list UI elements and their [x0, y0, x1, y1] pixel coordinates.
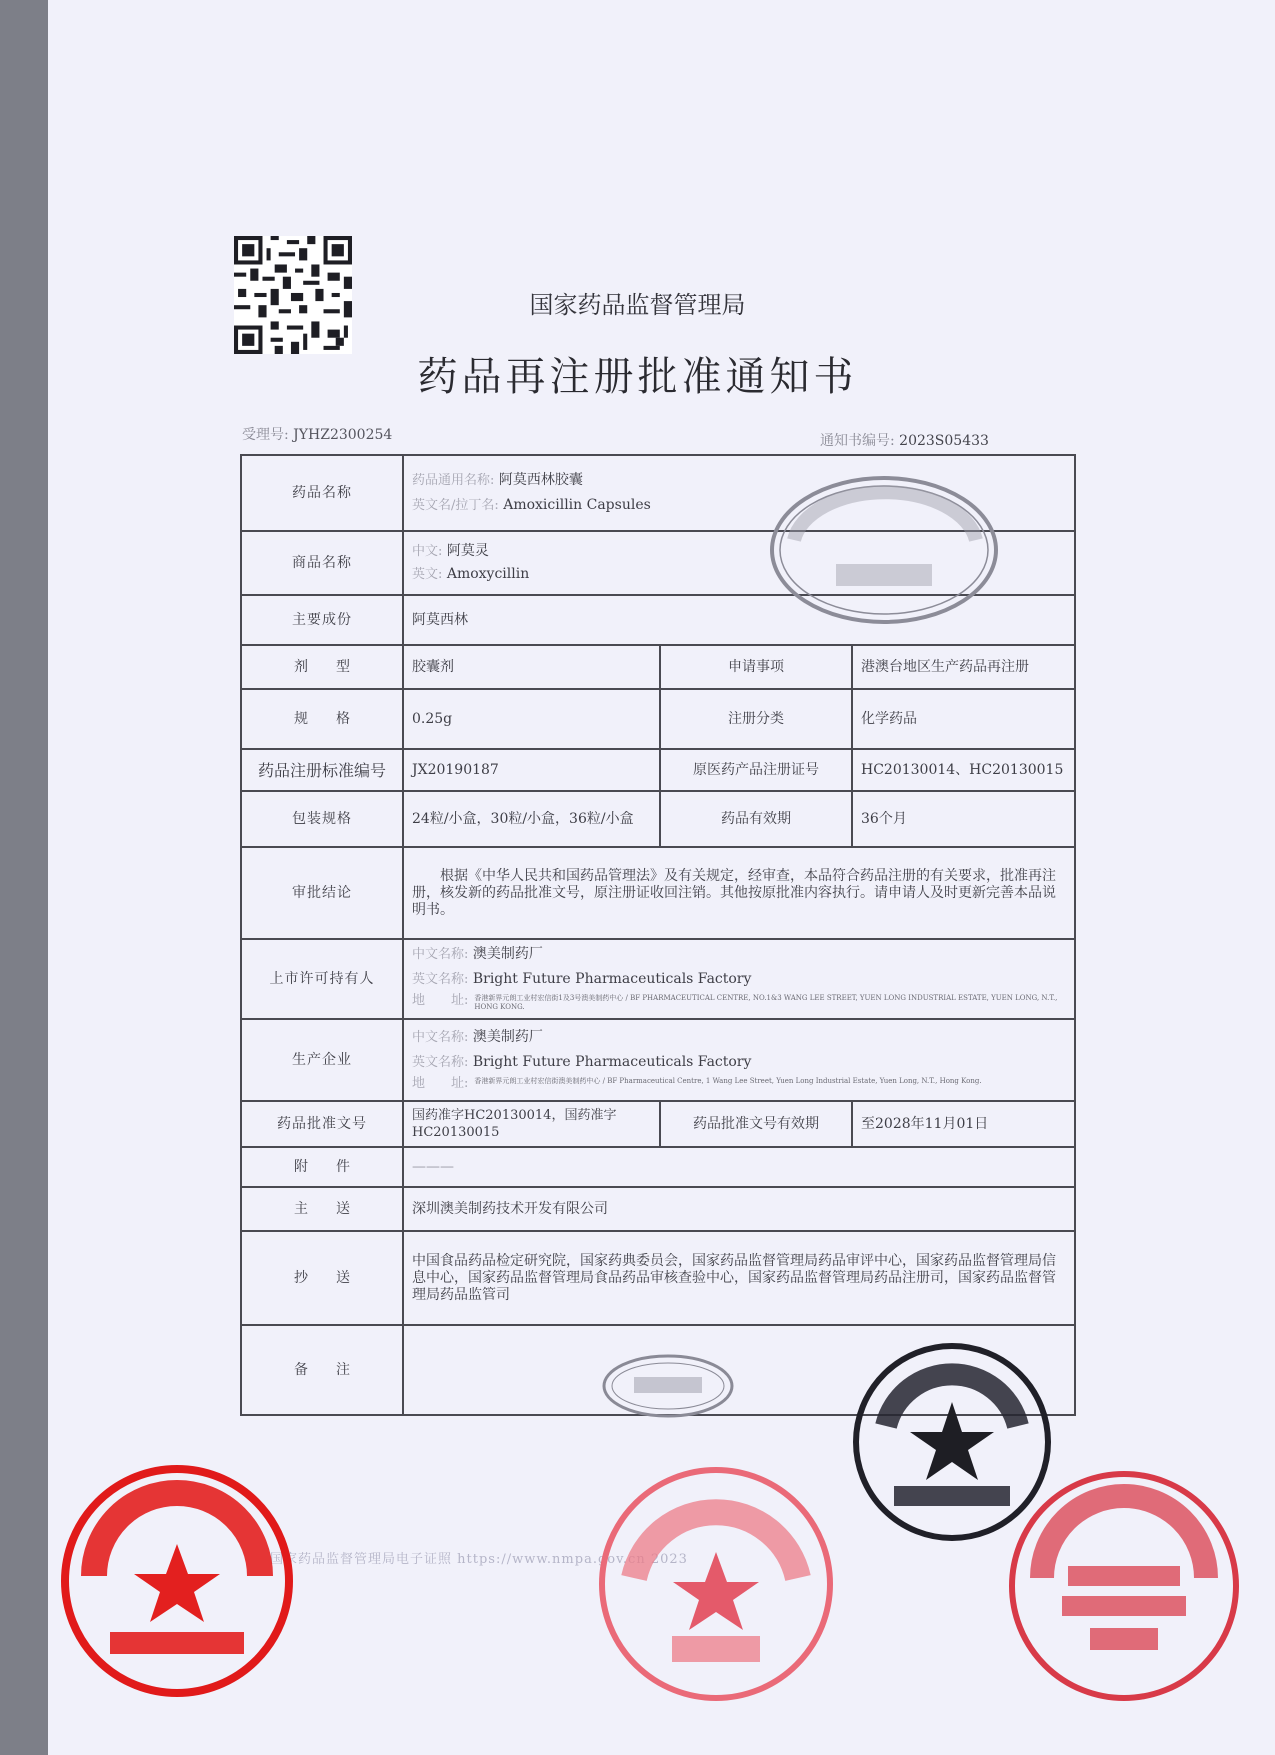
pack-value: 24粒/小盒，30粒/小盒，36粒/小盒 — [403, 791, 660, 847]
table-row — [241, 689, 1075, 749]
notice-label: 通知书编号: — [820, 433, 895, 449]
table-row — [241, 749, 1075, 791]
holder-en-label: 英文名称: — [412, 972, 469, 987]
maker-addr: 香港新界元朗工业村宏信街澳美制药中心 / BF Pharmaceutical Centre, 1 Wang Lee Street, Yuen Long Industrial Estate, Yuen Long, N.T., Hong Kong. — [474, 1076, 982, 1085]
trade-en: Amoxycillin — [446, 566, 530, 582]
validity-value: 36个月 — [852, 791, 1075, 847]
maker-en: Bright Future Pharmaceuticals Factory — [472, 1053, 752, 1070]
agency-name: 国家药品监督管理局 — [529, 291, 746, 319]
accept-label: 受理号: — [242, 427, 289, 443]
attach-value: ——— — [403, 1147, 1075, 1187]
to-label: 主送 — [241, 1187, 403, 1231]
trade-name-label: 商品名称 — [241, 531, 403, 595]
en-value: Amoxicillin Capsules — [503, 497, 651, 513]
table-row — [241, 1101, 1075, 1147]
maker-label: 生产企业 — [241, 1019, 403, 1101]
conclusion-label: 审批结论 — [241, 847, 403, 939]
holder-addr-label: 地 址: — [412, 993, 469, 1008]
spec-value: 0.25g — [403, 689, 660, 749]
to-value: 深圳澳美制药技术开发有限公司 — [403, 1187, 1075, 1231]
approval-label: 药品批准文号 — [241, 1101, 403, 1147]
apply-label: 申请事项 — [660, 645, 852, 689]
drug-name-label: 药品名称 — [241, 455, 403, 531]
conclusion-text: 根据《中华人民共和国药品管理法》及有关规定，经审查，本品符合药品注册的有关要求，批准再注册，核发新的药品批准文号，原注册证收回注销。其他按原批准内容执行。请申请人及时更新完善本品说明书。 — [403, 847, 1075, 939]
remark-label: 备注 — [241, 1325, 403, 1415]
std-value: JX20190187 — [403, 749, 660, 791]
ingredient-value: 阿莫西林 — [403, 595, 1075, 645]
table-row — [241, 847, 1075, 939]
holder-label: 上市许可持有人 — [241, 939, 403, 1019]
orig-value: HC20130014、HC20130015 — [852, 749, 1075, 791]
jiangsu-aoyang-stamp — [1004, 1466, 1244, 1706]
accept-value: JYHZ2300254 — [293, 427, 393, 443]
table-row — [241, 645, 1075, 689]
generic-label: 药品通用名称: — [412, 473, 495, 488]
approval-valid-label: 药品批准文号有效期 — [660, 1101, 852, 1147]
table-row — [241, 1231, 1075, 1325]
category-label: 注册分类 — [660, 689, 852, 749]
accept-number — [242, 424, 392, 444]
maker-cell — [403, 1019, 1075, 1101]
table-row — [241, 1147, 1075, 1187]
form-label: 剂型 — [241, 645, 403, 689]
cc-label: 抄送 — [241, 1231, 403, 1325]
table-row — [241, 791, 1075, 847]
ingredient-label: 主要成份 — [241, 595, 403, 645]
approval-value: 国药准字HC20130014，国药准字HC20130015 — [403, 1101, 660, 1147]
approval-valid-value: 至2028年11月01日 — [852, 1101, 1075, 1147]
quality-dept-stamp-top — [764, 470, 1004, 630]
cc-value: 中国食品药品检定研究院，国家药典委员会，国家药品监督管理局药品审评中心，国家药品监督管理局信息中心，国家药品监督管理局食品药品审核查验中心，国家药品监督管理局药品注册司，国家药品监督管理局药品监管司 — [403, 1231, 1075, 1325]
holder-addr: 香港新界元朗工业村宏信街1及3号澳美制药中心 / BF PHARMACEUTICAL CENTRE, NO.1&3 WANG LEE STREET, YUEN LONG INDUSTRIAL ESTATE, YUEN LONG, N.T., HONG KONG. — [474, 994, 1058, 1011]
holder-cell — [403, 939, 1075, 1019]
table-row — [241, 1019, 1075, 1101]
cn-prefix: 中文: — [412, 544, 443, 559]
bright-future-seal — [598, 1350, 738, 1420]
trade-cn: 阿莫灵 — [446, 543, 489, 559]
pack-label: 包装规格 — [241, 791, 403, 847]
maker-cn: 澳美制药厂 — [472, 1028, 543, 1045]
attach-label: 附件 — [241, 1147, 403, 1187]
validity-label: 药品有效期 — [660, 791, 852, 847]
holder-en: Bright Future Pharmaceuticals Factory — [472, 971, 752, 987]
document-title: 药品再注册批准通知书 — [417, 354, 858, 400]
holder-cn: 澳美制药厂 — [472, 946, 543, 962]
suzhou-dongwu-stamp — [58, 1462, 296, 1700]
nanjing-xinaokang-stamp — [594, 1462, 838, 1706]
orig-label: 原医药产品注册证号 — [660, 749, 852, 791]
std-label: 药品注册标准编号 — [241, 749, 403, 791]
spec-label: 规格 — [241, 689, 403, 749]
generic-value: 阿莫西林胶囊 — [498, 472, 583, 488]
maker-cn-label: 中文名称: — [412, 1029, 469, 1045]
footer-verify-text: 国家药品监督管理局电子证照 https://www.nmpa.gov.cn 2023 — [270, 1552, 688, 1567]
table-row — [241, 1187, 1075, 1231]
category-value: 化学药品 — [852, 689, 1075, 749]
apply-value: 港澳台地区生产药品再注册 — [852, 645, 1075, 689]
en-prefix: 英文: — [412, 567, 443, 582]
holder-cn-label: 中文名称: — [412, 947, 469, 962]
maker-addr-label: 地 址: — [412, 1075, 469, 1091]
table-row — [241, 939, 1075, 1019]
form-value: 胶囊剂 — [403, 645, 660, 689]
maker-en-label: 英文名称: — [412, 1054, 469, 1070]
notice-number — [820, 430, 989, 450]
notice-value: 2023S05433 — [899, 433, 989, 449]
en-label: 英文名/拉丁名: — [412, 498, 499, 513]
